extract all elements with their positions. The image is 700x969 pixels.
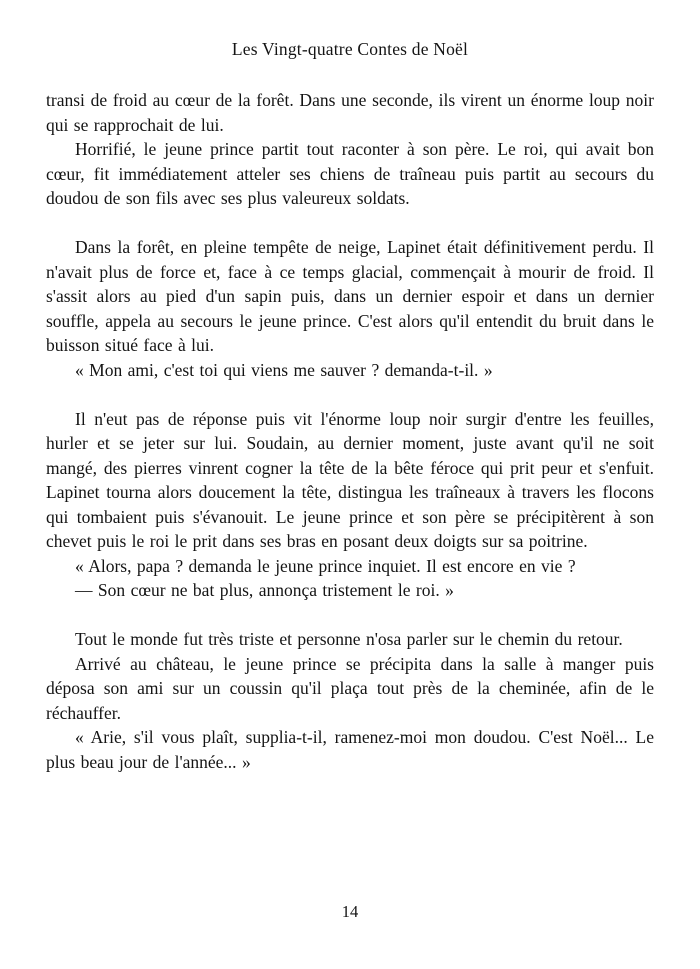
dialogue-line: « Alors, papa ? demanda le jeune prince inquiet. Il est encore en vie ? bbox=[75, 555, 576, 576]
page-number: 14 bbox=[341, 902, 359, 921]
dialogue-line: — Son cœur ne bat plus, annonça tristement le roi. » bbox=[75, 580, 454, 600]
running-header: Les Vingt-quatre Contes de Noël bbox=[231, 39, 469, 59]
paragraph: transi de froid au cœur de la forêt. Dans une seconde, ils virent un énorme loup noir qui se rapprochait de lui. bbox=[46, 90, 654, 135]
dialogue-line: « Arie, s'il vous plaît, supplia-t-il, ramenez-moi mon doudou. C'est Noël... Le plus beau jour de l'année... » bbox=[46, 727, 654, 772]
paragraph: Arrivé au château, le jeune prince se précipita dans la salle à manger puis déposa son ami sur un coussin qu'il plaça tout près de la cheminée, afin de le réchauffer. bbox=[46, 653, 654, 723]
paragraph: Il n'eut pas de réponse puis vit l'énorme loup noir surgir d'entre les feuilles, hurler et se jeter sur lui. Soudain, au dernier moment, juste avant qu'il ne soit mangé, des pierres vinrent cogner la tête de la bête féroce qui prit peur et s'enfuit. Lapinet tourna alors doucement la tête, distingua les traîneaux à travers les flocons qui tombaient puis s'évanouit. Le jeune prince et son père se précipitèrent à son chevet puis le roi le prit dans ses bras en posant deux doigts sur sa poitrine. bbox=[46, 408, 654, 551]
page-body bbox=[46, 88, 654, 774]
paragraph: Horrifié, le jeune prince partit tout raconter à son père. Le roi, qui avait bon cœur, fit immédiatement atteler ses chiens de traîneau puis partit au secours du doudou de son fils avec ses plus valeureux soldats. bbox=[46, 139, 654, 208]
paragraph: Tout le monde fut très triste et personne n'osa parler sur le chemin du retour. bbox=[75, 629, 623, 649]
dialogue-line: « Mon ami, c'est toi qui viens me sauver ? demanda-t-il. » bbox=[75, 359, 493, 380]
paragraph: Dans la forêt, en pleine tempête de neige, Lapinet était définitivement perdu. Il n'avait plus de force et, face à ce temps glacial, commençait à mourir de froid. Il s'assit alors au pied d'un sapin puis, dans un dernier espoir et dans un dernier souffle, appela au secours le jeune prince. C'est alors qu'il entendit du bruit dans le buisson situé face à lui. bbox=[46, 237, 654, 355]
